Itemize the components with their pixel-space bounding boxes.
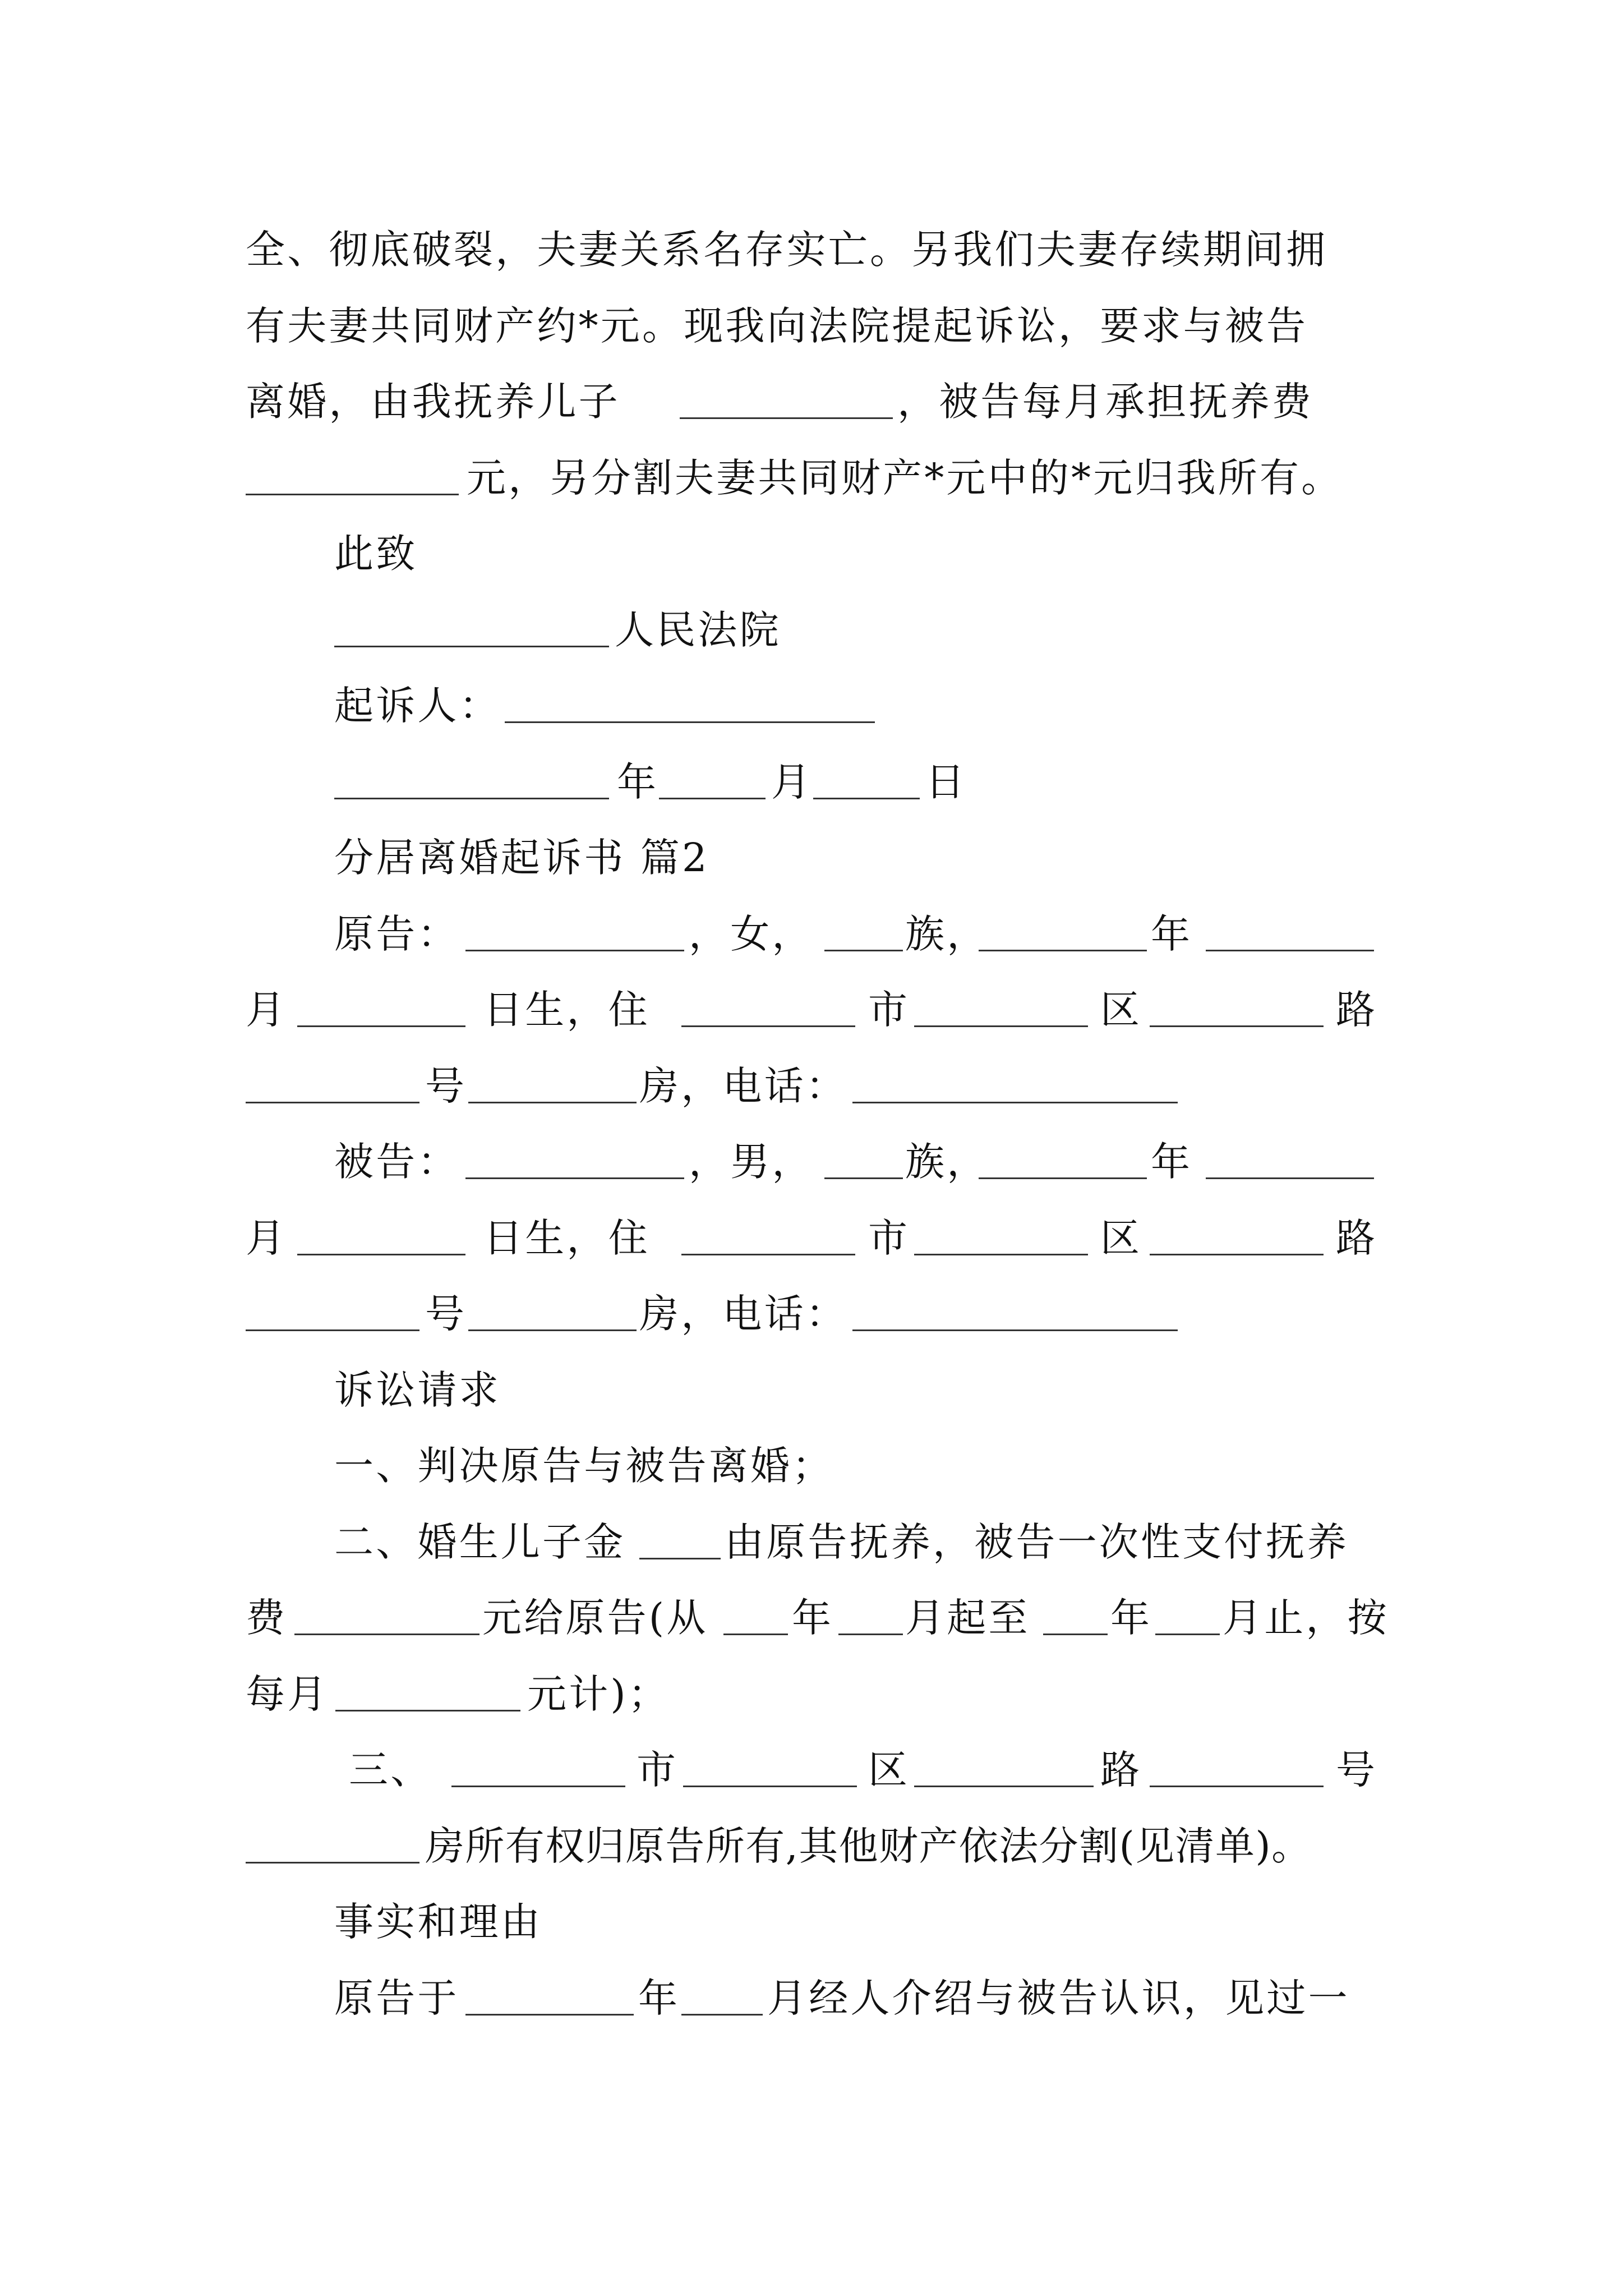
blank-field[interactable]	[680, 417, 893, 419]
month-blank[interactable]	[1206, 950, 1374, 951]
line-text: 年	[1151, 911, 1193, 957]
line-text: 日生，住	[483, 987, 650, 1033]
ethnicity-blank[interactable]	[824, 1177, 903, 1179]
claim-one: 一、判决原告与被告离婚；	[334, 1443, 834, 1489]
line-text: 区	[1100, 1215, 1142, 1261]
line-text: 市	[637, 1747, 679, 1793]
line-text: ，被告每月承担抚养费	[897, 379, 1313, 425]
year-label: 年	[617, 759, 659, 805]
amount-blank[interactable]	[294, 1634, 479, 1635]
room-blank[interactable]	[246, 1862, 419, 1864]
line-text: 每月	[246, 1671, 329, 1717]
year-blank[interactable]	[465, 2014, 634, 2016]
name-blank[interactable]	[465, 1177, 684, 1179]
line-text: 元给原告(从	[482, 1595, 708, 1641]
paragraph-line	[0, 298, 1623, 354]
road-blank[interactable]	[1150, 1254, 1324, 1255]
court-line	[0, 602, 1623, 658]
line-text: ，女，	[689, 911, 814, 957]
name-blank[interactable]	[465, 950, 684, 951]
city-blank[interactable]	[681, 1254, 855, 1255]
line-text: 月经人介绍与被告认识，见过一	[767, 1975, 1350, 2021]
line-text: 元，另分割夫妻共同财产*元中的*元归我所有。	[467, 455, 1343, 501]
city-blank[interactable]	[451, 1786, 625, 1787]
district-blank[interactable]	[683, 1786, 857, 1787]
day-blank[interactable]	[297, 1025, 465, 1027]
line-text: 年	[792, 1595, 834, 1641]
claim-line	[0, 1818, 1623, 1874]
court-blank[interactable]	[334, 646, 609, 647]
plaintiff-info-line	[0, 982, 1623, 1038]
line-text: 市	[868, 1215, 910, 1261]
signer-blank[interactable]	[505, 721, 875, 723]
paragraph-line	[0, 450, 1623, 506]
day-blank[interactable]	[297, 1254, 465, 1255]
month-blank[interactable]	[659, 798, 766, 799]
road-blank[interactable]	[914, 1786, 1094, 1787]
line-text: 号	[425, 1291, 467, 1337]
from-year-blank[interactable]	[723, 1634, 788, 1635]
line-text: 由原告抚养，被告一次性支付抚养	[725, 1519, 1349, 1565]
ethnicity-blank[interactable]	[824, 950, 903, 951]
salutation-line	[0, 526, 1623, 582]
line-text: 房所有权归原告所有,其他财产依法分割(见清单)。	[425, 1823, 1312, 1869]
signer-label: 起诉人：	[334, 683, 501, 729]
from-month-blank[interactable]	[838, 1634, 903, 1635]
defendant-info-line	[0, 1286, 1623, 1342]
line-text: 有夫妻共同财产约*元。现我向法院提起诉讼，要求与被告	[246, 303, 1308, 349]
line-text: 被告：	[334, 1139, 459, 1185]
line-text: 房，电话：	[639, 1063, 847, 1109]
day-label: 日	[925, 759, 967, 805]
line-text: 费	[246, 1595, 288, 1641]
blank-field[interactable]	[246, 494, 459, 495]
line-text: 元计)；	[527, 1671, 670, 1717]
section-heading	[0, 1362, 1623, 1418]
line-text: 号	[1336, 1747, 1378, 1793]
heading-claims: 诉讼请求	[334, 1367, 501, 1413]
line-text: 月止，按	[1223, 1595, 1389, 1641]
line-text: 二、婚生儿子金	[334, 1519, 626, 1565]
section-heading	[0, 830, 1623, 886]
line-text: 月	[246, 1215, 288, 1261]
line-text: ，男，	[689, 1139, 814, 1185]
line-text: 原告于	[334, 1975, 459, 2021]
facts-line	[0, 1970, 1623, 2026]
line-text: 族，	[905, 911, 989, 957]
line-text: 区	[1100, 987, 1142, 1033]
paragraph-line	[0, 222, 1623, 278]
line-text: 离婚，由我抚养儿子	[246, 379, 620, 425]
paragraph-line	[0, 374, 1623, 430]
defendant-info-line	[0, 1134, 1623, 1190]
monthly-amount-blank[interactable]	[335, 1710, 520, 1711]
defendant-info-line	[0, 1210, 1623, 1266]
line-text: 市	[868, 987, 910, 1033]
salutation: 此致	[334, 531, 418, 577]
to-year-blank[interactable]	[1043, 1634, 1108, 1635]
number-blank[interactable]	[246, 1329, 419, 1331]
line-text: 族，	[905, 1139, 989, 1185]
line-text: 三、	[349, 1747, 432, 1793]
heading-facts: 事实和理由	[334, 1899, 542, 1945]
line-text: 原告：	[334, 911, 459, 957]
section-heading	[0, 1894, 1623, 1950]
line-text: 月	[246, 987, 288, 1033]
room-blank[interactable]	[468, 1102, 637, 1103]
month-label: 月	[771, 759, 813, 805]
line-text: 区	[868, 1747, 910, 1793]
claim-line	[0, 1666, 1623, 1722]
day-blank[interactable]	[813, 798, 920, 799]
claim-line	[0, 1438, 1623, 1494]
phone-blank[interactable]	[852, 1102, 1178, 1103]
number-blank[interactable]	[1150, 1786, 1324, 1787]
plaintiff-info-line	[0, 1058, 1623, 1114]
claim-line	[0, 1514, 1623, 1570]
year-blank[interactable]	[979, 1177, 1147, 1179]
road-blank[interactable]	[1150, 1025, 1324, 1027]
city-blank[interactable]	[681, 1025, 855, 1027]
line-text: 年	[1151, 1139, 1193, 1185]
line-text: 路	[1100, 1747, 1142, 1793]
line-text: 日生，住	[483, 1215, 650, 1261]
document-title: 分居离婚起诉书 篇2	[334, 835, 709, 881]
phone-blank[interactable]	[852, 1329, 1178, 1331]
month-blank[interactable]	[681, 2014, 763, 2016]
year-blank[interactable]	[979, 950, 1147, 951]
child-name-blank[interactable]	[639, 1558, 721, 1559]
month-blank[interactable]	[1206, 1177, 1374, 1179]
line-text: 年	[638, 1975, 680, 2021]
claim-line	[0, 1590, 1623, 1646]
date-line	[0, 754, 1623, 810]
plaintiff-info-line	[0, 906, 1623, 962]
claim-line	[0, 1742, 1623, 1798]
to-month-blank[interactable]	[1155, 1634, 1220, 1635]
line-text: 路	[1336, 987, 1378, 1033]
number-blank[interactable]	[246, 1102, 419, 1103]
district-blank[interactable]	[914, 1025, 1088, 1027]
court-name: 人民法院	[615, 607, 781, 653]
line-text: 路	[1336, 1215, 1378, 1261]
room-blank[interactable]	[468, 1329, 637, 1331]
line-text: 年	[1110, 1595, 1152, 1641]
line-text: 全、彻底破裂，夫妻关系名存实亡。另我们夫妻存续期间拥	[246, 227, 1328, 273]
line-text: 月起至	[905, 1595, 1030, 1641]
year-blank[interactable]	[334, 798, 609, 799]
line-text: 号	[425, 1063, 467, 1109]
line-text: 房，电话：	[639, 1291, 847, 1337]
district-blank[interactable]	[914, 1254, 1088, 1255]
plaintiff-sign-line	[0, 678, 1623, 734]
